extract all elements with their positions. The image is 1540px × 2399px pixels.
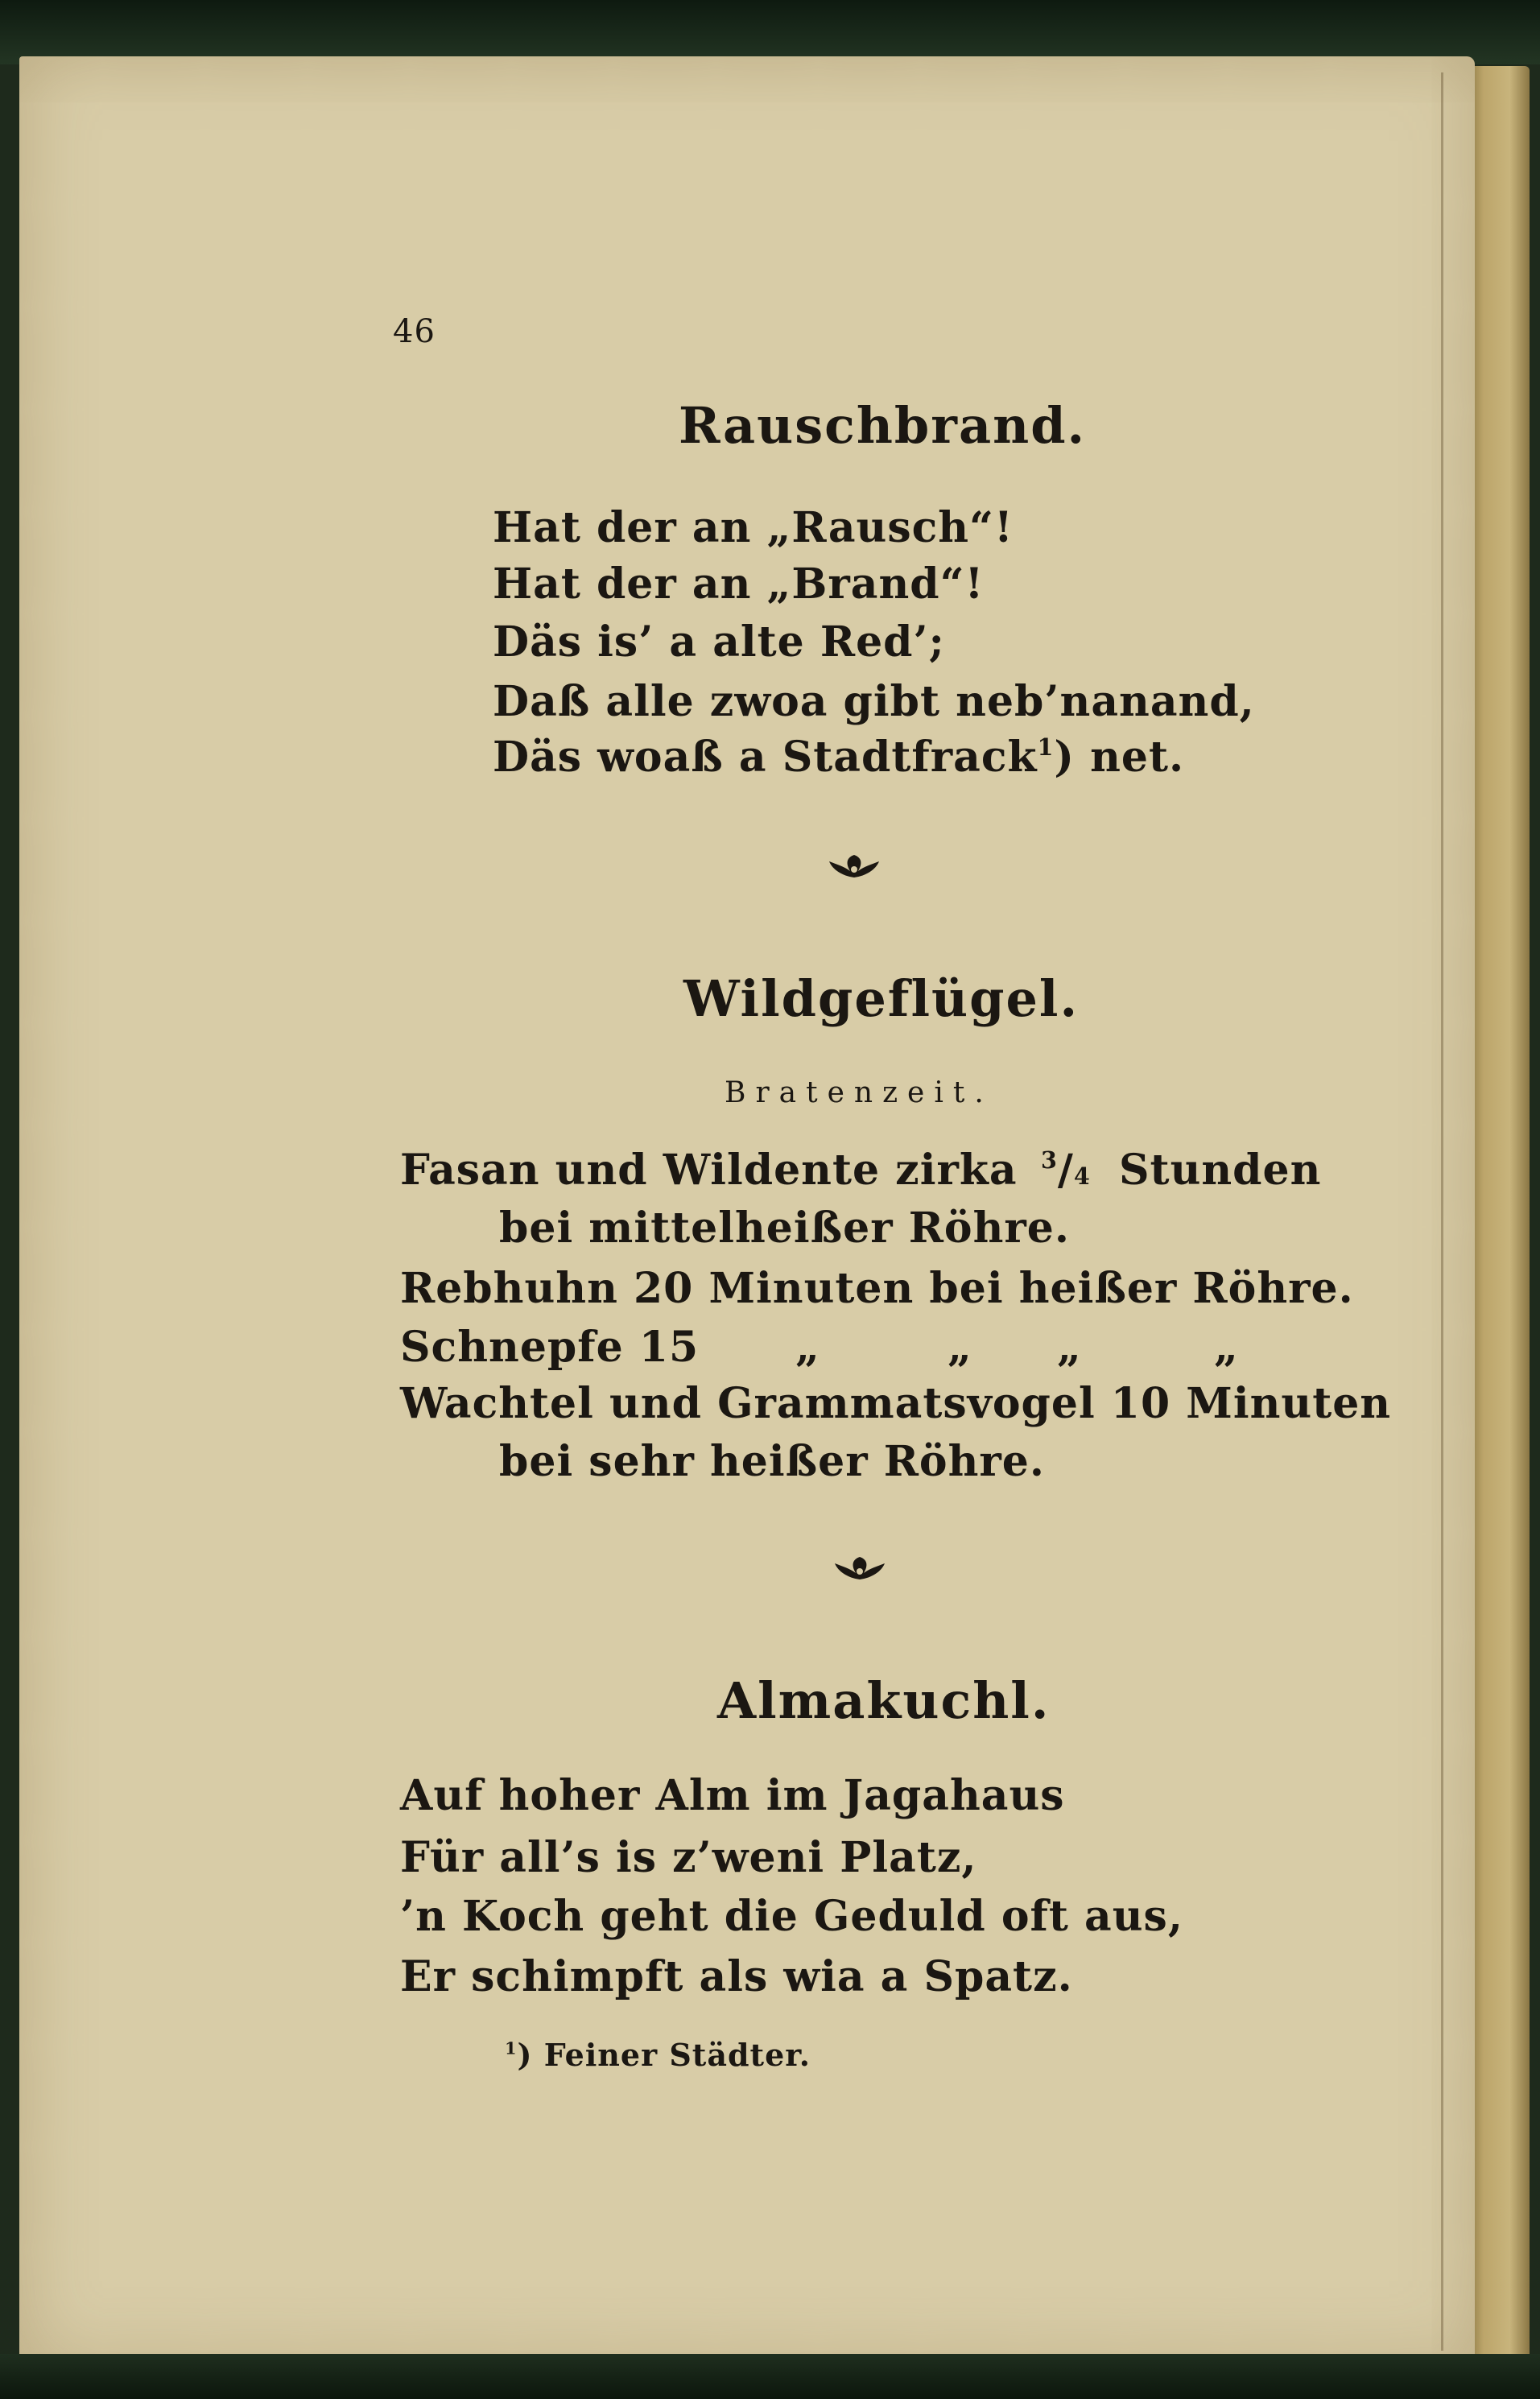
- page-number: 46: [393, 313, 436, 350]
- section-title-almakuchl: Almakuchl.: [717, 1671, 1051, 1730]
- text-line: Rebhuhn 20 Minuten bei heißer Röhre.: [400, 1264, 1354, 1313]
- page-fold: [1441, 72, 1443, 2351]
- footnote: [505, 2037, 811, 2073]
- ditto-mark: „: [795, 1323, 820, 1372]
- section-subtitle: Bratenzeit.: [725, 1076, 993, 1109]
- verse-line: Auf hoher Alm im Jagahaus: [400, 1771, 1065, 1820]
- background-top: [0, 0, 1540, 64]
- text-line: Schnepfe 15: [400, 1323, 700, 1372]
- verse-line: Hat der an „Brand“!: [493, 559, 985, 609]
- verse-line: Er schimpft als wia a Spatz.: [400, 1952, 1073, 2001]
- text-line: Wachtel und Grammatsvogel 10 Minuten: [400, 1379, 1392, 1428]
- footnote-ref: 1: [1037, 733, 1055, 761]
- floral-fleuron-icon: [826, 853, 882, 882]
- verse-line: [493, 733, 1185, 782]
- fraction-numerator: 3: [1041, 1146, 1058, 1174]
- verse-line: Hat der an „Rausch“!: [493, 503, 1014, 552]
- section-title-wildgefluegel: Wildgeflügel.: [683, 969, 1080, 1028]
- fraction-denominator: 4: [1073, 1162, 1091, 1190]
- verse-text: ) net.: [1054, 733, 1185, 782]
- verse-line: Für all’s is z’weni Platz,: [400, 1833, 977, 1882]
- footnote-mark: 1: [505, 2038, 518, 2058]
- text-line: Stunden: [1119, 1146, 1322, 1195]
- ditto-mark: „: [1057, 1323, 1082, 1372]
- background-bottom: [0, 2354, 1540, 2399]
- fraction: $^3$/4: [1041, 1146, 1091, 1195]
- text-line: Fasan und Wildente zirka: [400, 1146, 1018, 1195]
- verse-text: Däs woaß a Stadtfrack: [493, 733, 1038, 782]
- verse-line: ’n Koch geht die Geduld oft aus,: [400, 1892, 1183, 1941]
- verse-line: Däs is’ a alte Red’;: [493, 617, 945, 667]
- text-line: bei mittelheißer Röhre.: [499, 1204, 1070, 1253]
- text-line: bei sehr heißer Röhre.: [499, 1437, 1045, 1486]
- footnote-text: ) Feiner Städter.: [517, 2037, 811, 2073]
- section-title-rauschbrand: Rauschbrand.: [679, 396, 1087, 455]
- ditto-mark: „: [948, 1323, 972, 1372]
- ditto-mark: „: [1214, 1323, 1239, 1372]
- verse-line: Daß alle zwoa gibt neb’nanand,: [493, 677, 1255, 726]
- floral-fleuron-icon: [832, 1555, 888, 1584]
